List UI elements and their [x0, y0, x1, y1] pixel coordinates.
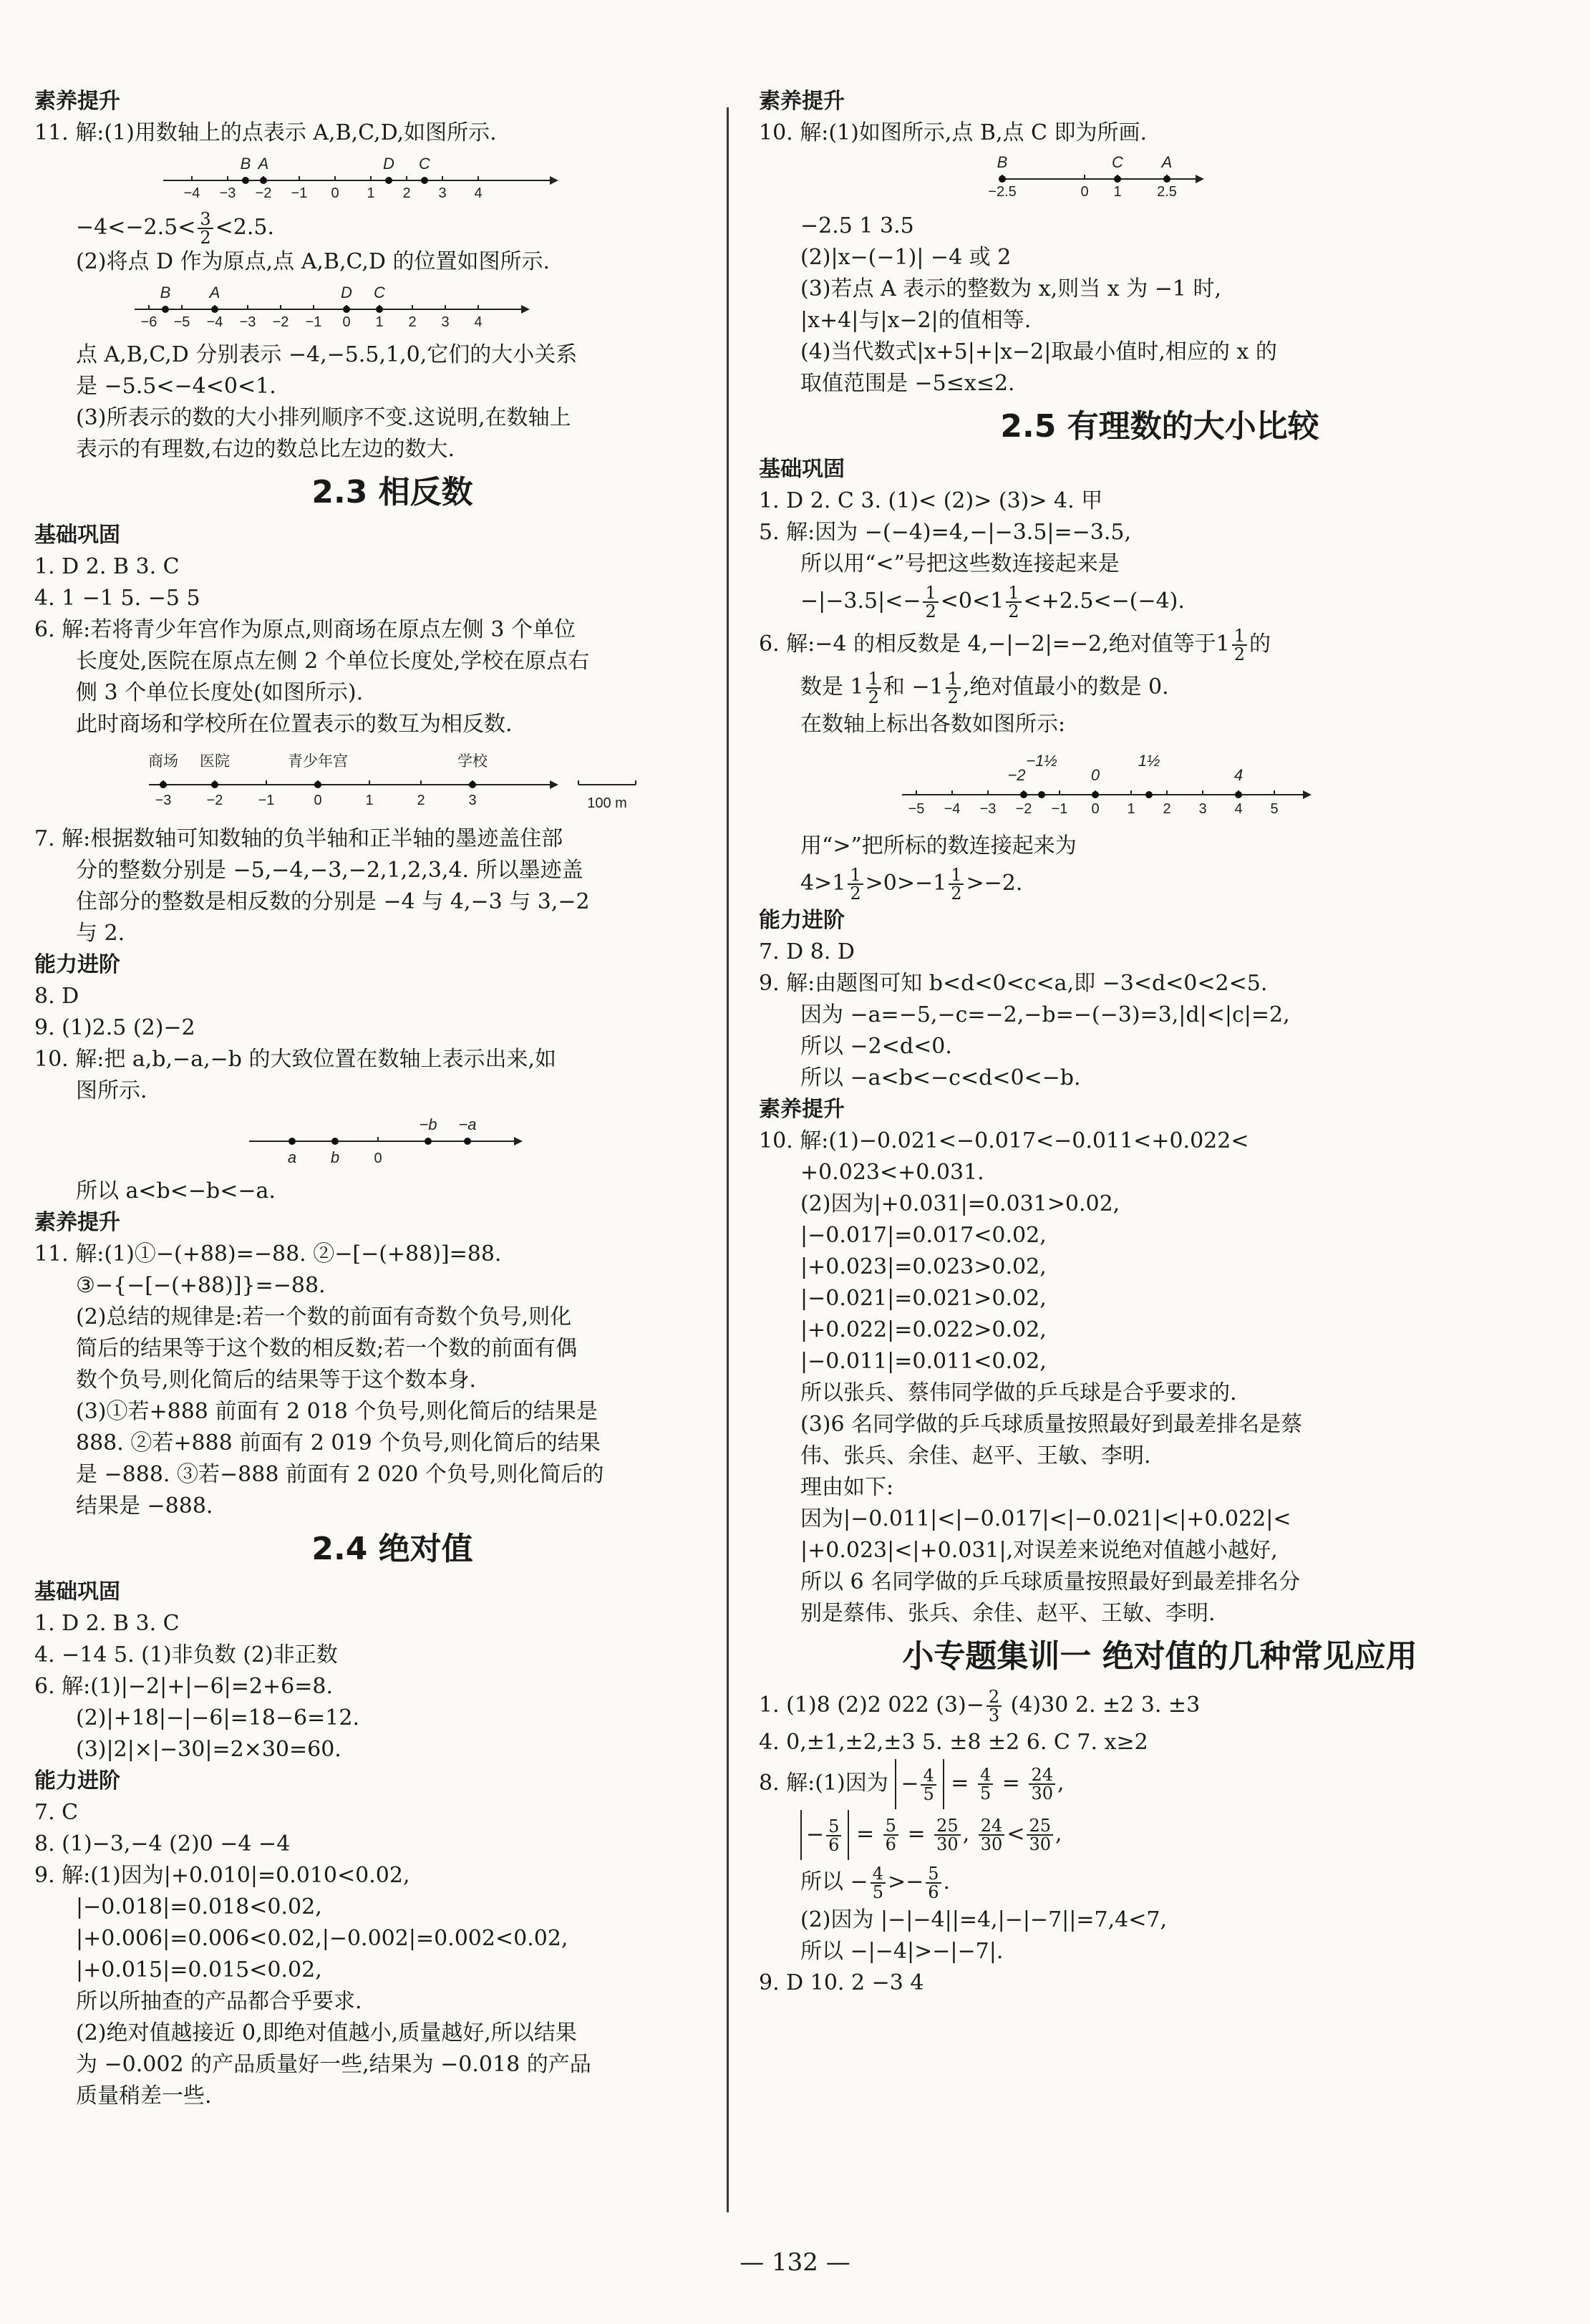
answer-line: 11. 解:(1)用数轴上的点表示 A,B,C,D,如图所示. [34, 120, 497, 145]
answer-line: 此时商场和学校所在位置表示的数互为相反数. [76, 712, 513, 737]
answer-line: (2)总结的规律是:若一个数的前面有奇数个负号,则化 [76, 1304, 572, 1330]
number-line-figure [988, 153, 1231, 203]
point-dot [376, 306, 383, 313]
answer-line: 9. 解:由题图可知 b<d<0<c<a,即 −3<d<0<2<5. [759, 971, 1268, 996]
answer-line: 别是蔡伟、张兵、余佳、赵平、王敏、李明. [800, 1601, 1216, 1626]
subsection-heading: 素养提升 [759, 1097, 845, 1122]
point-label: 医院 [200, 752, 230, 770]
answer-line: 1. (1)8 (2)2 022 (3)− $\frac{2}{3}$ (4)30 2. ±2 3. ±3 [759, 1687, 1201, 1725]
subsection-heading: 素养提升 [759, 89, 845, 114]
tick-label: −2 [255, 185, 272, 201]
point-dot [999, 175, 1006, 183]
point-label: C [1112, 153, 1123, 171]
answer-line: 6. 解:若将青少年宫作为原点,则商场在原点左侧 3 个单位 [34, 617, 576, 642]
answer-line: 所以 −a<b<−c<d<0<−b. [800, 1065, 1081, 1090]
tick-label: 0 [342, 314, 351, 330]
answer-line: 因为|−0.011|<|−0.017|<|−0.021|<|+0.022|< [800, 1506, 1291, 1531]
answer-line: (2)因为 |−|−4||=4,|−|−7||=7,4<7, [800, 1907, 1167, 1932]
subsection-heading: 素养提升 [34, 1210, 120, 1235]
answer-line: 与 2. [76, 921, 125, 946]
answer-line: |−0.021|=0.021>0.02, [800, 1286, 1047, 1311]
tick-label: 2 [1163, 801, 1171, 817]
point-label: 0 [1090, 766, 1100, 784]
answer-line: (3)①若+888 前面有 2 018 个负号,则化简后的结果是 [76, 1399, 598, 1424]
answer-line: 4. 0,±1,±2,±3 5. ±8 ±2 6. C 7. x≥2 [759, 1730, 1148, 1755]
subsection-heading: 基础巩固 [34, 1579, 120, 1604]
answer-line: 点 A,B,C,D 分别表示 −4,−5.5,1,0,它们的大小关系 [76, 342, 578, 367]
answer-line: 是 −888. ③若−888 前面有 2 020 个负号,则化简后的 [76, 1462, 604, 1487]
point-label: −a [458, 1115, 477, 1133]
answer-line: +0.023<+0.031. [800, 1160, 984, 1185]
answer-line: |−0.018|=0.018<0.02, [76, 1894, 322, 1919]
answer-line: |+0.015|=0.015<0.02, [76, 1957, 322, 1982]
answer-line: 888. ②若+888 前面有 2 019 个负号,则化简后的结果 [76, 1430, 601, 1456]
answer-line: (3)若点 A 表示的整数为 x,则当 x 为 −1 时, [800, 276, 1222, 301]
point-label: 商场 [148, 752, 178, 770]
tick-label: −3 [979, 801, 997, 817]
answer-line: |x+4|与|x−2|的值相等. [800, 308, 1032, 333]
point-label: a [287, 1148, 297, 1166]
answer-line: 结果是 −888. [76, 1493, 213, 1519]
answer-line: (3)所表示的数的大小排列顺序不变.这说明,在数轴上 [76, 405, 571, 430]
answer-line: 分的整数分别是 −5,−4,−3,−2,1,2,3,4. 所以墨迹盖 [76, 858, 583, 883]
answer-line: 7. C [34, 1800, 79, 1825]
tick-label: −4 [206, 314, 223, 330]
tick-label: −5 [908, 801, 925, 817]
tick-label: 5 [1270, 801, 1279, 817]
point-label: −b [419, 1115, 437, 1133]
subsection-heading: 素养提升 [34, 89, 120, 114]
point-dot [331, 1138, 339, 1145]
tick-label: −3 [155, 793, 172, 808]
answer-line: 住部分的整数是相反数的分别是 −4 与 4,−3 与 3,−2 [76, 889, 590, 914]
answer-line: 11. 解:(1)①−(+88)=−88. ②−[−(+88)]=88. [34, 1241, 502, 1267]
tick-label: −1 [291, 185, 308, 201]
answer-line: 10. 解:(1)如图所示,点 B,点 C 即为所画. [759, 120, 1148, 145]
section-title: 2.5 有理数的大小比较 [1000, 408, 1319, 445]
tick-label: 4 [474, 185, 483, 201]
tick-label: 1 [367, 185, 375, 201]
number-line-figure [149, 745, 664, 816]
point-label: C [374, 284, 385, 301]
left-column [34, 86, 750, 2112]
section-title: 2.3 相反数 [311, 474, 473, 510]
tick-label: 0 [374, 1151, 382, 1166]
answer-line: (4)当代数式|x+5|+|x−2|取最小值时,相应的 x 的 [800, 339, 1277, 364]
answer-line: 7. D 8. D [759, 939, 855, 964]
tick-label: 2.5 [1157, 184, 1177, 200]
tick-label: −2 [272, 314, 289, 330]
point-dot [260, 177, 267, 184]
answer-line: − $\frac{5}{6}$ = $\frac{5}{6}$ = $\frac{25}{30}$ , $\frac{24}{30}$ < $\frac{25}{30}$ , [759, 1809, 1561, 1860]
answer-line: (3)|2|×|−30|=2×30=60. [76, 1737, 341, 1762]
subsection-heading: 能力进阶 [34, 952, 120, 977]
answer-line: (2)将点 D 作为原点,点 A,B,C,D 的位置如图所示. [76, 249, 551, 274]
tick-label: 1 [375, 314, 384, 330]
point-dot [1038, 791, 1045, 798]
point-label: b [330, 1148, 340, 1166]
tick-label: 3 [441, 314, 450, 330]
answer-line: 所以 − $\frac{4}{5}$ >− $\frac{5}{6}$ . [800, 1864, 951, 1902]
answer-line: 10. 解:把 a,b,−a,−b 的大致位置在数轴上表示出来,如 [34, 1047, 557, 1072]
answer-line: 1. D 2. B 3. C [34, 554, 180, 579]
tick-label: −1 [305, 314, 322, 330]
answer-line: |+0.022|=0.022>0.02, [800, 1317, 1047, 1342]
answer-line: 所以张兵、蔡伟同学做的乒乓球是合乎要求的. [800, 1380, 1237, 1405]
point-dot [1235, 791, 1242, 798]
answer-line: 图所示. [76, 1078, 147, 1103]
answer-line: 9. (1)2.5 (2)−2 [34, 1015, 195, 1040]
answer-line: 4. −14 5. (1)非负数 (2)非正数 [34, 1642, 338, 1667]
answer-line: 所以用“<”号把这些数连接起来是 [800, 551, 1120, 576]
tick-label: 3 [468, 793, 477, 808]
point-dot [1020, 791, 1027, 798]
answer-line: (2)绝对值越接近 0,即绝对值越小,质量越好,所以结果 [76, 2020, 577, 2045]
point-label: 青少年宫 [288, 752, 348, 770]
tick-label: 3 [1198, 801, 1207, 817]
answer-line: 质量稍差一些. [76, 2083, 212, 2108]
answer-line: 简后的结果等于这个数的相反数;若一个数的前面有偶 [76, 1336, 578, 1361]
answer-line: 1. D 2. C 3. (1)< (2)> (3)> 4. 甲 [759, 488, 1103, 513]
point-label: B [240, 155, 251, 173]
section-title: 2.4 绝对值 [311, 1531, 473, 1567]
tick-label: −6 [140, 314, 157, 330]
tick-label: −1 [258, 793, 275, 808]
answer-line: 表示的有理数,右边的数总比左边的数大. [76, 437, 455, 462]
answer-line: 所以 −2<d<0. [800, 1034, 952, 1059]
point-dot [242, 177, 249, 184]
answer-line: 取值范围是 −5≤x≤2. [800, 371, 1015, 396]
page-number: — 132 — [740, 2248, 850, 2277]
subsection-heading: 基础巩固 [759, 457, 845, 482]
point-dot [211, 781, 218, 788]
tick-label: −1 [1051, 801, 1068, 817]
answer-line: 8. (1)−3,−4 (2)0 −4 −4 [34, 1831, 291, 1856]
answer-line: 所以 −|−4|>−|−7|. [800, 1939, 1004, 1964]
answer-line: 4. 1 −1 5. −5 5 [34, 586, 200, 611]
point-dot [1145, 791, 1153, 798]
point-label: −2 [1007, 766, 1026, 784]
answer-line: (2)因为|+0.031|=0.031>0.02, [800, 1191, 1120, 1216]
svg-text:100 m: 100 m [587, 795, 627, 811]
point-label: 学校 [457, 752, 488, 770]
answer-line: 为 −0.002 的产品质量好一些,结果为 −0.018 的产品 [76, 2052, 591, 2077]
answer-line: 侧 3 个单位长度处(如图所示). [76, 680, 364, 705]
answer-line: 8. 解:(1)因为 − $\frac{4}{5}$ = $\frac{4}{5}$ = $\frac{24}{30}$ , [759, 1758, 1561, 1809]
answer-line: 用“>”把所标的数连接起来为 [800, 833, 1077, 858]
number-line-figure [163, 153, 564, 203]
point-label: A [258, 155, 269, 173]
subsection-heading: 基础巩固 [34, 523, 120, 548]
point-label: 4 [1233, 766, 1244, 784]
point-dot [343, 306, 350, 313]
answer-line: 理由如下: [800, 1475, 894, 1500]
tick-label: 0 [331, 185, 339, 201]
point-dot [314, 781, 321, 788]
point-dot [1092, 791, 1099, 798]
tick-label: 1 [365, 793, 374, 808]
point-label: A [1161, 153, 1173, 171]
answer-line: ③−{−[−(+88)]}=−88. [76, 1273, 326, 1298]
answer-line: |+0.006|=0.006<0.02,|−0.002|=0.002<0.02, [76, 1926, 568, 1951]
point-dot [1163, 175, 1170, 183]
answer-line: 长度处,医院在原点左侧 2 个单位长度处,学校在原点右 [76, 649, 590, 674]
tick-label: 2 [408, 314, 417, 330]
tick-label: −4 [944, 801, 961, 817]
point-label: A [209, 284, 220, 301]
answer-line: −4<−2.5< $\frac{3}{2}$ <2.5. [76, 209, 275, 248]
tick-label: 2 [417, 793, 425, 808]
right-column [759, 86, 1561, 1999]
answer-line: |−0.011|=0.011<0.02, [800, 1349, 1047, 1374]
tick-label: 0 [1080, 184, 1089, 200]
answer-line: −2.5 1 3.5 [800, 213, 914, 238]
tick-label: 3 [438, 185, 447, 201]
point-dot [469, 781, 476, 788]
point-dot [162, 306, 169, 313]
number-line-figure [902, 745, 1332, 823]
point-dot [160, 781, 167, 788]
answer-line: 4>1 $\frac{1}{2}$ >0>−1 $\frac{1}{2}$ >−2. [800, 865, 1023, 904]
tick-label: 1 [1127, 801, 1135, 817]
answer-line: 10. 解:(1)−0.021<−0.017<−0.011<+0.022< [759, 1128, 1249, 1153]
tick-label: 4 [1234, 801, 1243, 817]
answer-line: (3)6 名同学做的乒乓球质量按照最好到最差排名是蔡 [800, 1412, 1303, 1437]
tick-label: 0 [314, 793, 322, 808]
answer-line: 在数轴上标出各数如图所示: [800, 712, 1066, 737]
answer-line: 6. 解:−4 的相反数是 4,−|−2|=−2,绝对值等于1 $\frac{1}{2}$ 的 [759, 626, 1271, 664]
point-dot [211, 306, 218, 313]
point-dot [464, 1138, 471, 1145]
subsection-heading: 能力进阶 [759, 908, 845, 933]
answer-line: −|−3.5|<− $\frac{1}{2}$ <0<1 $\frac{1}{2}$ <+2.5<−(−4). [800, 583, 1185, 621]
answer-line: 所以所抽查的产品都合乎要求. [76, 1989, 362, 2014]
point-dot [385, 177, 392, 184]
answer-line: 5. 解:因为 −(−4)=4,−|−3.5|=−3.5, [759, 520, 1132, 545]
point-label: B [160, 284, 171, 301]
tick-label: 0 [1091, 801, 1100, 817]
answer-line: |−0.017|=0.017<0.02, [800, 1223, 1047, 1248]
tick-label: 1 [1113, 184, 1122, 200]
answer-line: 9. 解:(1)因为|+0.010|=0.010<0.02, [34, 1863, 410, 1888]
answer-line: 因为 −a=−5,−c=−2,−b=−(−3)=3,|d|<|c|=2, [800, 1002, 1290, 1027]
point-label: C [419, 155, 430, 173]
answer-line: 1. D 2. B 3. C [34, 1611, 180, 1636]
answer-line: |+0.023|=0.023>0.02, [800, 1254, 1047, 1279]
answer-line: (2)|+18|−|−6|=18−6=12. [76, 1705, 359, 1730]
answer-line: 6. 解:(1)|−2|+|−6|=2+6=8. [34, 1674, 333, 1699]
point-label: D [341, 284, 352, 301]
point-label: −1½ [1026, 752, 1057, 770]
point-label: B [997, 153, 1008, 171]
tick-label: −2 [1015, 801, 1032, 817]
answer-line: 所以 a<b<−b<−a. [76, 1178, 276, 1204]
subsection-heading: 能力进阶 [34, 1768, 120, 1793]
answer-line: 数是 1 $\frac{1}{2}$ 和 −1 $\frac{1}{2}$ ,绝对值最小的数是 0. [800, 669, 1169, 707]
answer-line: |+0.023|<|+0.031|,对误差来说绝对值越小越好, [800, 1538, 1278, 1563]
answer-line: 是 −5.5<−4<0<1. [76, 374, 276, 399]
answer-line: 数个负号,则化简后的结果等于这个数本身. [76, 1367, 477, 1393]
answer-line: 伟、张兵、余佳、赵平、王敏、李明. [800, 1443, 1151, 1468]
point-label: D [383, 155, 394, 173]
point-dot [425, 1138, 432, 1145]
tick-label: −4 [183, 185, 200, 201]
number-line-figure [135, 282, 535, 332]
point-dot [1114, 175, 1121, 183]
number-line-figure [249, 1111, 550, 1168]
tick-label: −2.5 [988, 184, 1017, 200]
answer-line: 9. D 10. 2 −3 4 [759, 1970, 924, 1995]
answer-line: 7. 解:根据数轴可知数轴的负半轴和正半轴的墨迹盖住部 [34, 826, 563, 851]
tick-label: −5 [173, 314, 190, 330]
point-dot [289, 1138, 296, 1145]
tick-label: 2 [402, 185, 411, 201]
section-title: 小专题集训一 绝对值的几种常见应用 [902, 1638, 1417, 1675]
tick-label: −3 [219, 185, 236, 201]
point-dot [421, 177, 428, 184]
point-label: 1½ [1138, 752, 1160, 770]
answer-line: 所以 6 名同学做的乒乓球质量按照最好到最差排名分 [800, 1569, 1301, 1594]
tick-label: 4 [474, 314, 483, 330]
answer-line: (2)|x−(−1)| −4 或 2 [800, 245, 1012, 270]
answer-line: 8. D [34, 984, 79, 1009]
tick-label: −2 [206, 793, 223, 808]
tick-label: −3 [239, 314, 256, 330]
